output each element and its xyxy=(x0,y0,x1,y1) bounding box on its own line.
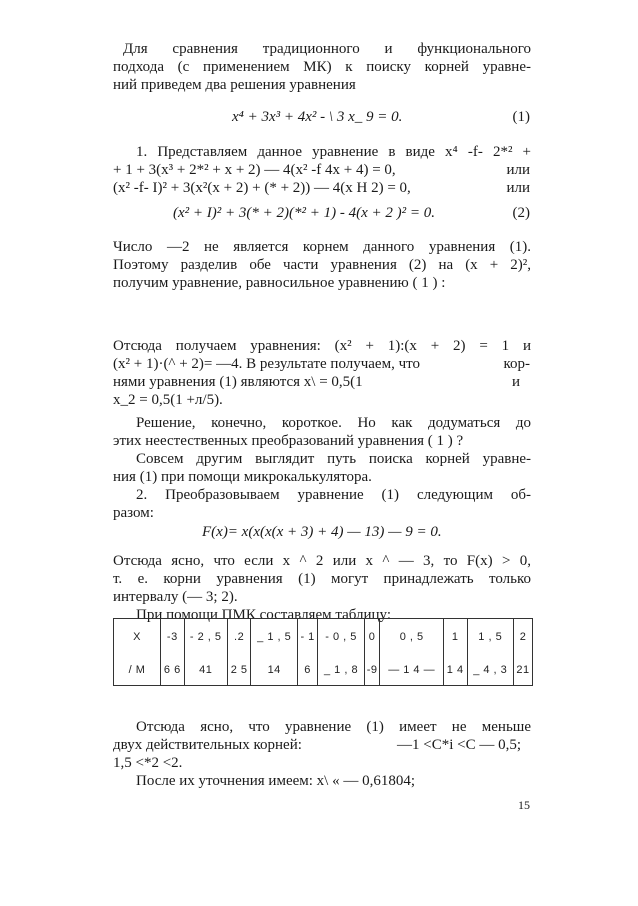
text-line: + 1 + 3(x³ + 2*² + x + 2) — 4(x² -f 4x + 4) = 0, xyxy=(113,162,396,178)
text-line: (x² + 1)·(^ + 2)= —4. В результате получаем, что xyxy=(113,356,420,372)
text-line: При помощи ПМК составляем таблицу: xyxy=(136,607,392,623)
table-cell: 21 xyxy=(514,655,533,686)
text-line: После их уточнения имеем: x\ « — 0,61804; xyxy=(136,773,416,789)
table-cell: _ 1 , 8 xyxy=(318,655,365,686)
table-row xyxy=(114,655,533,686)
text-line: ния (1) при помощи микрокалькулятора. xyxy=(113,469,372,485)
text-line: Решение, конечно, короткое. Но как додуматься до xyxy=(136,415,531,431)
table-cell: / M xyxy=(114,655,161,686)
table-cell: _ 4 , 3 xyxy=(467,655,514,686)
table-cell: - 2 , 5 xyxy=(184,619,227,656)
values-table xyxy=(113,618,533,686)
text-line: 1,5 <*2 <2. xyxy=(113,755,183,771)
text-line: (x² -f- I)² + 3(x²(x + 2) + (* + 2)) — 4(x H 2) = 0, xyxy=(113,180,411,196)
table-cell: 2 5 xyxy=(227,655,251,686)
text-line: этих неестественных преобразований уравнения ( 1 ) ? xyxy=(113,433,464,449)
text-line: интервалу (— 3; 2). xyxy=(113,589,238,605)
text-line: подхода (с применением МК) к поиску корней уравне- xyxy=(113,59,531,75)
table-cell: 41 xyxy=(184,655,227,686)
table-cell: — 1 4 — xyxy=(380,655,444,686)
table-cell: 6 xyxy=(297,655,317,686)
text-line: —1 <C*i <C — 0,5; xyxy=(397,737,522,753)
table-cell: _ 1 , 5 xyxy=(251,619,298,656)
text-line: и xyxy=(511,374,520,390)
table-cell: - 1 xyxy=(297,619,317,656)
page-number: 15 xyxy=(518,798,530,812)
text-line: Отсюда ясно, что если x ^ 2 или x ^ — 3, то F(x) > 0, xyxy=(113,553,531,569)
text-line: нями уравнения (1) являются x\ = 0,5(1 xyxy=(113,374,363,390)
table-cell: .2 xyxy=(227,619,251,656)
text-line: Число —2 не является корнем данного уравнения (1). xyxy=(113,239,531,255)
table-cell: - 0 , 5 xyxy=(318,619,365,656)
table-cell: 6 6 xyxy=(161,655,185,686)
table-row xyxy=(114,619,533,656)
text-line: 1. Представляем данное уравнение в виде x⁴ -f- 2*² + xyxy=(136,144,531,160)
text-line: или xyxy=(506,162,530,178)
text-line: кор- xyxy=(503,356,530,372)
text-line: Для сравнения традиционного и функционального xyxy=(123,41,531,57)
text-line: или xyxy=(506,180,530,196)
text-line: Совсем другим выглядит путь поиска корней уравне- xyxy=(136,451,531,467)
text-line: 2. Преобразовываем уравнение (1) следующим об- xyxy=(136,487,531,503)
equation-2: (x² + I)² + 3(* + 2)(*² + 1) - 4(x + 2 )² = 0. xyxy=(173,205,435,221)
table-cell: 0 xyxy=(364,619,380,656)
table-cell: 1 4 xyxy=(443,655,467,686)
table-cell: 1 xyxy=(443,619,467,656)
text-line: Отсюда ясно, что уравнение (1) имеет не меньше xyxy=(136,719,531,735)
text-line: двух действительных корней: xyxy=(113,737,302,753)
table-cell: 1 , 5 xyxy=(467,619,514,656)
text-line: получим уравнение, равносильное уравнению ( 1 ) : xyxy=(113,275,446,291)
text-line: x_2 = 0,5(1 +л/5). xyxy=(113,392,223,408)
table-cell: 14 xyxy=(251,655,298,686)
equation-3: F(x)= x(x(x(x + 3) + 4) — 13) — 9 = 0. xyxy=(202,524,442,540)
table-cell: -3 xyxy=(161,619,185,656)
table-cell: 2 xyxy=(514,619,533,656)
equation-2-number: (2) xyxy=(512,205,530,221)
equation-1-number: (1) xyxy=(512,109,530,125)
table-cell: 0 , 5 xyxy=(380,619,444,656)
table-cell: -9 xyxy=(364,655,380,686)
text-line: Поэтому разделив обе части уравнения (2) на (x + 2)², xyxy=(113,257,531,273)
text-line: т. е. корни уравнения (1) могут принадлежать только xyxy=(113,571,531,587)
equation-1: x⁴ + 3x³ + 4x² - \ 3 x_ 9 = 0. xyxy=(232,109,403,125)
text-line: разом: xyxy=(113,505,154,521)
text-line: ний приведем два решения уравнения xyxy=(113,77,356,93)
text-line: Отсюда получаем уравнения: (x² + 1):(x + 2) = 1 и xyxy=(113,338,531,354)
table-cell: X xyxy=(114,619,161,656)
